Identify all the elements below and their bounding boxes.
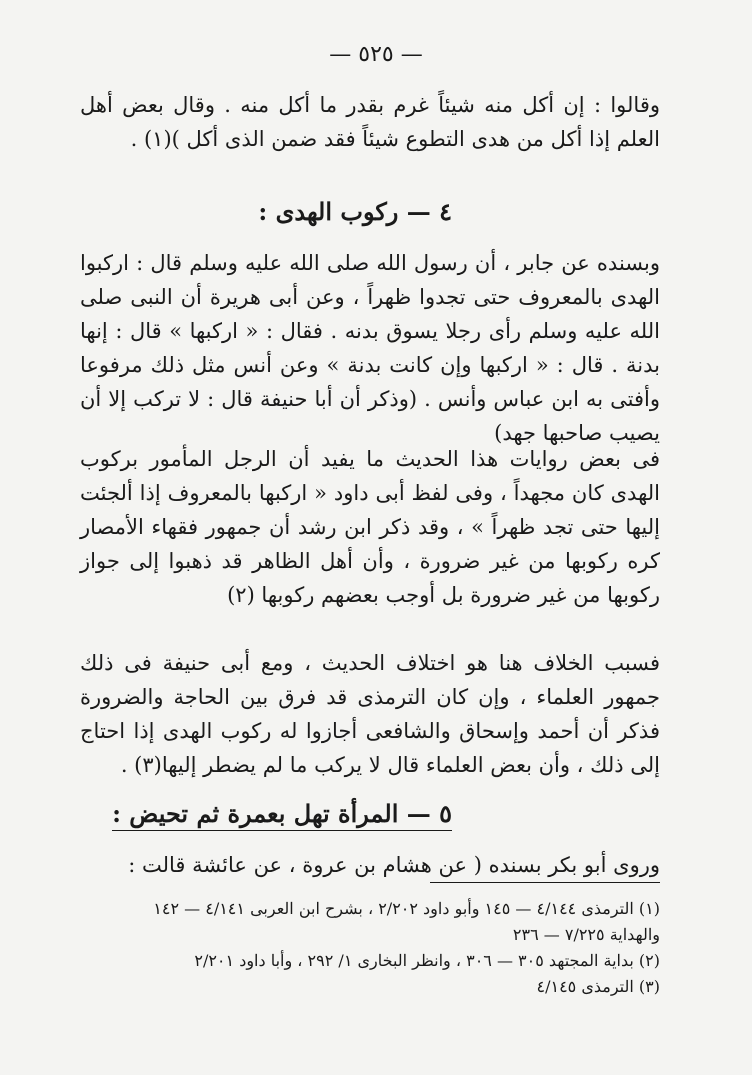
footnote-1-continued: والهداية ٧/٢٢٥ — ٢٣٦ [512, 925, 660, 944]
section-5-title: ٥ — المرأة تهل بعمرة ثم تحيض : [112, 799, 452, 831]
page-number: — ٥٢٥ — [329, 42, 423, 67]
footnote-2: (٢) بداية المجتهد ٣٠٥ — ٣٠٦ ، وانظر البخارى ١/ ٢٩٢ ، وأبا داود ٢/٢٠١ [194, 951, 660, 970]
footnotes [80, 896, 660, 1000]
intro-paragraph: وقالوا : إن أكل منه شيئاً غرم بقدر ما أكل منه . وقال بعض أهل العلم إذا أكل من هدى التطوع شيئاً فقد ضمن الذى أكل )(١) . [80, 93, 660, 151]
section-4-title: ٤ — ركوب الهدى : [258, 197, 452, 226]
section-4-paragraph-1: وبسنده عن جابر ، أن رسول الله صلى الله عليه وسلم قال : اركبوا الهدى بالمعروف حتى تجدوا ظهراً ، وعن أبى هريرة أن النبى صلى الله عليه وسلم رأى رجلا يسوق بدنه . فقال : « اركبها » قال : إنها بدنة . قال : « اركبها وإن كانت بدنة » وعن أنس مثل ذلك مرفوعا وأفتى به ابن عباس وأنس . (وذكر أن أبا حنيفة قال : لا تركب إلا أن يصيب صاحبها جهد) [80, 251, 660, 445]
footnote-divider [430, 882, 660, 883]
section-4-paragraph-2: فى بعض روايات هذا الحديث ما يفيد أن الرجل المأمور بركوب الهدى كان مجهداً ، وفى لفظ أبى داود « اركبها بالمعروف إذا ألجئت إليها حتى تجد ظهراً » ، وقد ذكر ابن رشد أن جمهور فقهاء الأمصار كره ركوبها من غير ضرورة ، وأن أهل الظاهر قد ذهبوا إلى جواز ركوبها من غير ضرورة بل أوجب بعضهم ركوبها (٢) [80, 447, 660, 607]
section-4-heading [258, 194, 452, 230]
section-5-heading [112, 796, 452, 832]
footnote-1: (١) الترمذى ٤/١٤٤ — ١٤٥ وأبو داود ٢/٢٠٢ ، بشرح ابن العربى ٤/١٤١ — ١٤٢ [153, 899, 660, 918]
section-5-paragraph-1: وروى أبو بكر بسنده ( عن هشام بن عروة ، عن عائشة قالت : [128, 853, 660, 877]
footnote-3: (٣) الترمذى ٤/١٤٥ [536, 977, 660, 996]
section-4-paragraph-3: فسبب الخلاف هنا هو اختلاف الحديث ، ومع أبى حنيفة فى ذلك جمهور العلماء ، وإن كان الترمذى قد فرق بين الحاجة والضرورة فذكر أن أحمد وإسحاق والشافعى أجازوا له ركوب الهدى إذا احتاج إلى ذلك ، وأن بعض العلماء قال لا يركب ما لم يضطر إليها(٣) . [80, 651, 660, 777]
